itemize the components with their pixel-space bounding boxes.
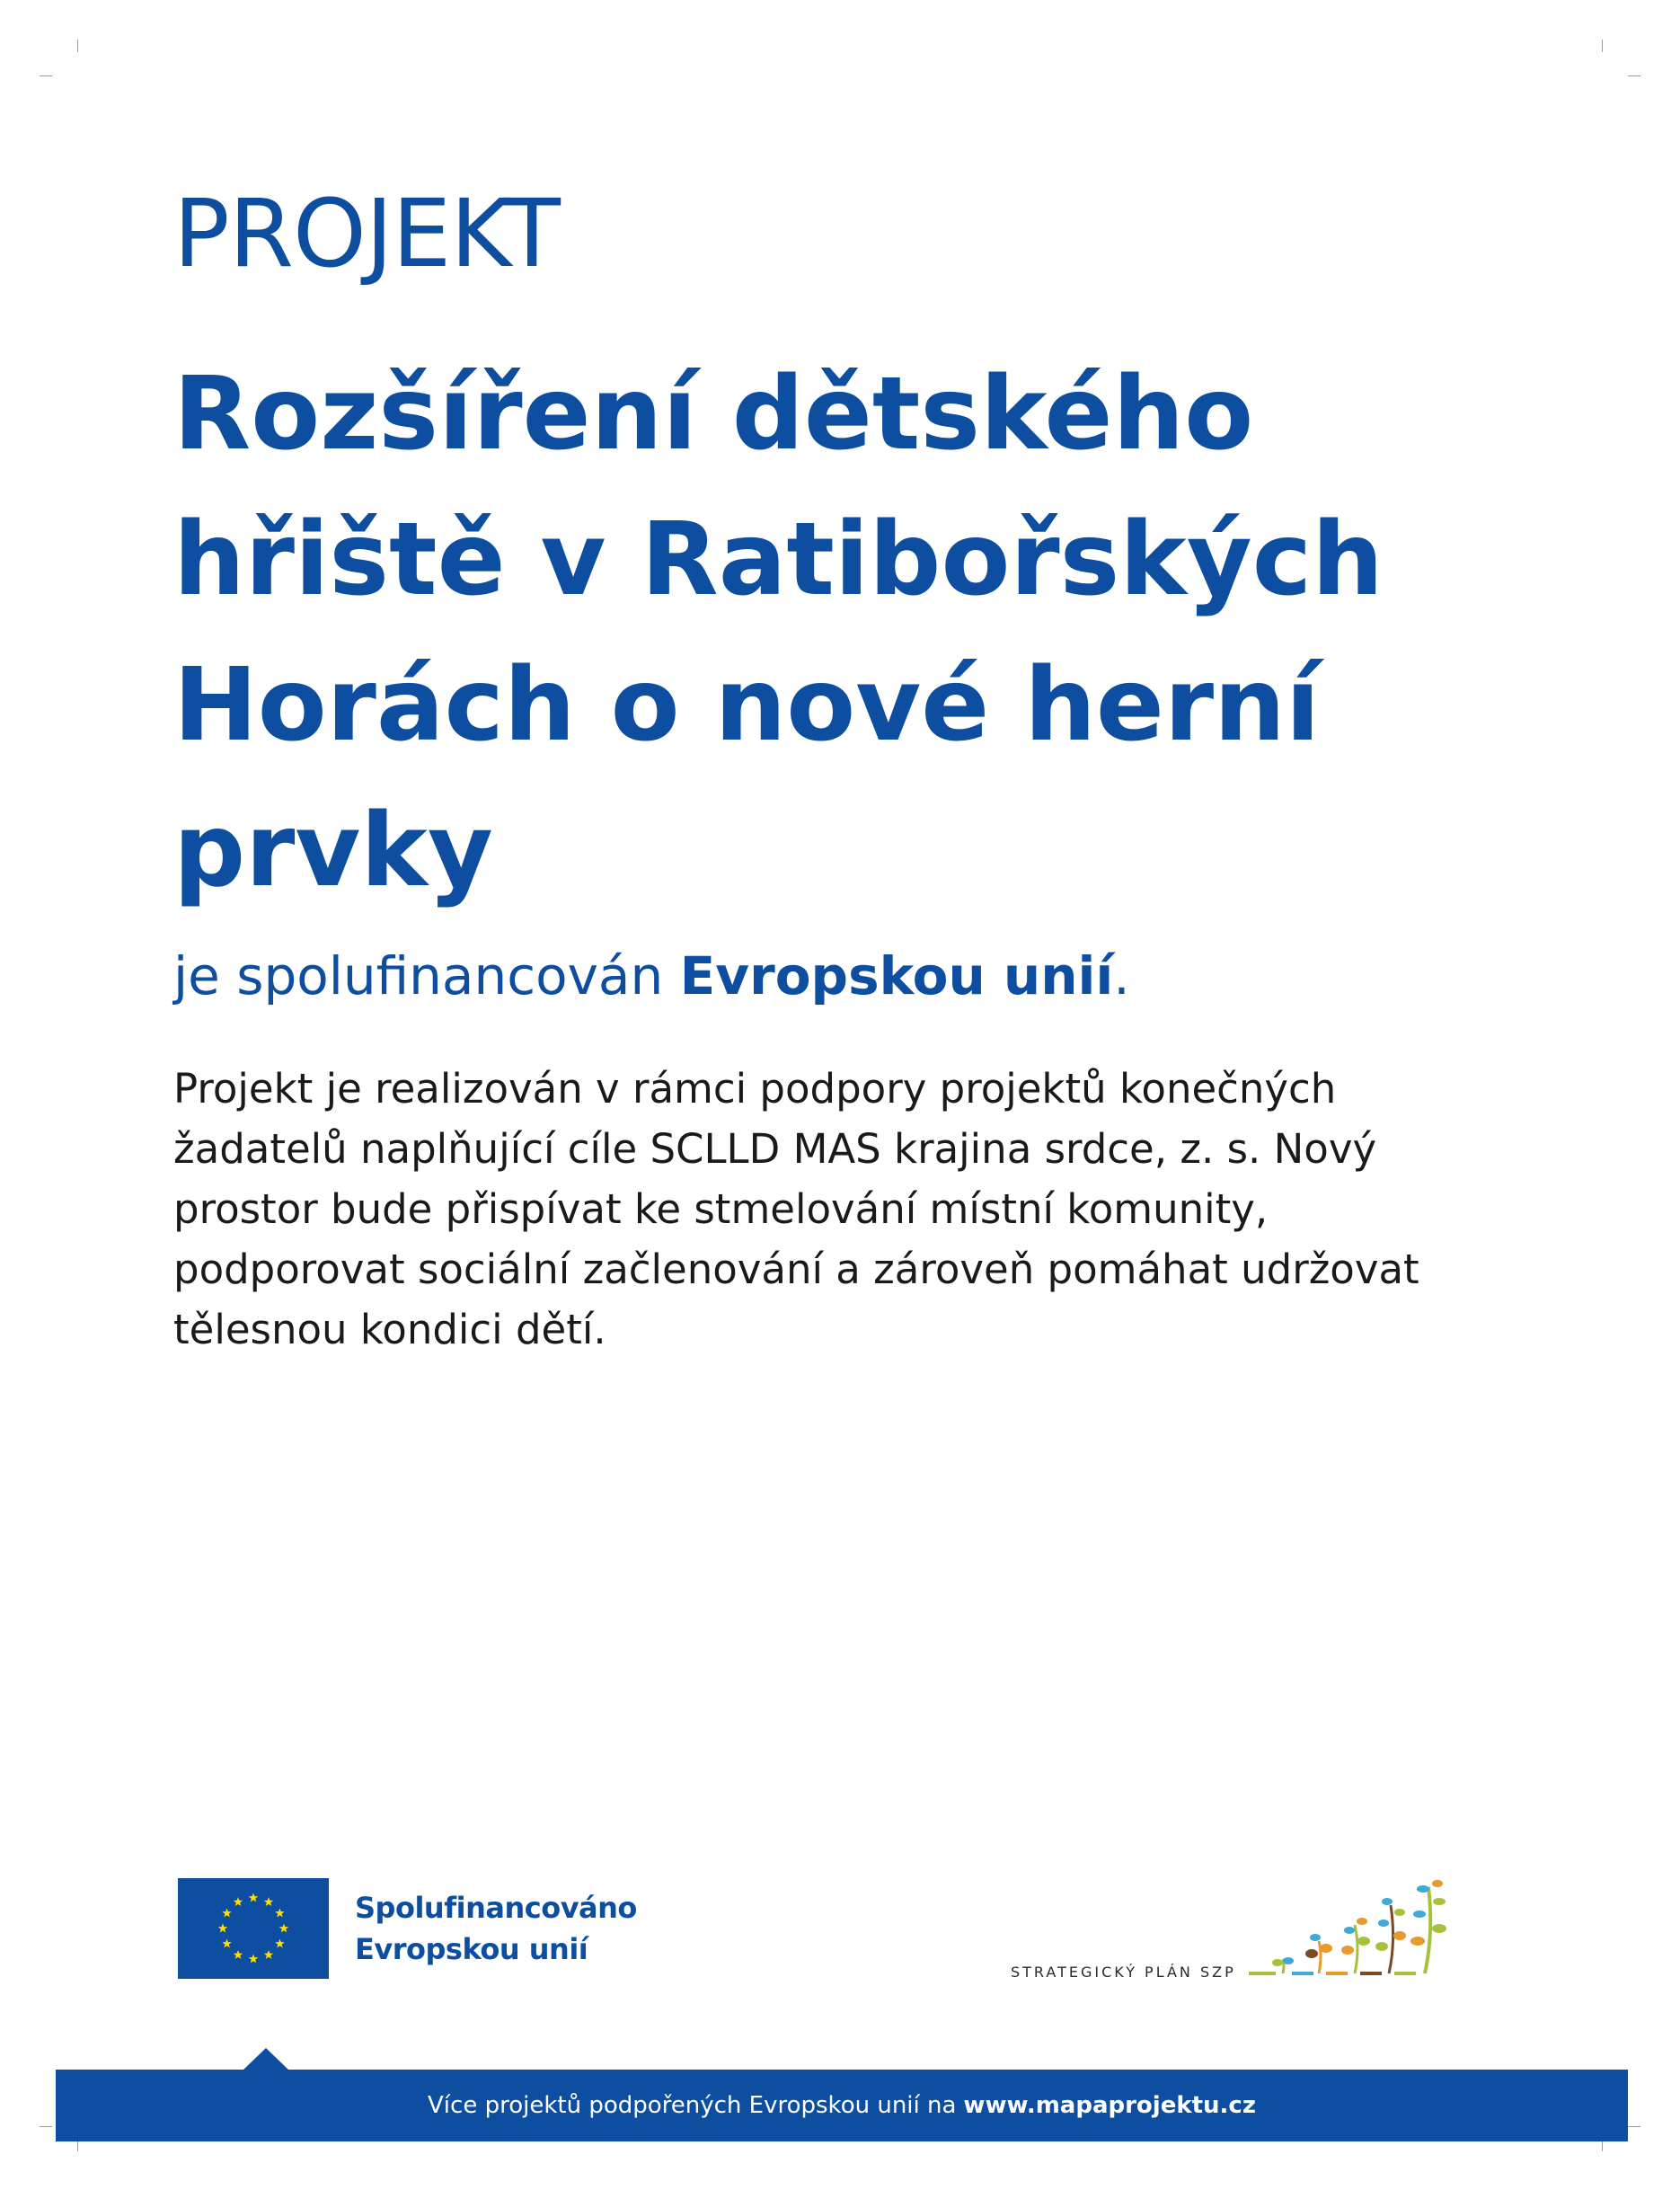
eu-star-icon (275, 1909, 284, 1918)
eu-star-icon (264, 1950, 273, 1959)
cofinanced-eu: Evropskou unií (679, 945, 1114, 1006)
eu-star-icon (275, 1939, 284, 1948)
crop-mark (40, 75, 52, 76)
eu-flag-icon (178, 1878, 329, 1979)
project-title-line: Rozšíření dětského (173, 356, 1254, 473)
eu-star-icon (234, 1950, 243, 1959)
cofinanced-prefix: je spolufinancován (173, 945, 664, 1006)
eu-star-icon (249, 1893, 258, 1902)
crop-mark (77, 40, 78, 52)
description-line: podporovat sociální začlenování a zároveň pomáhat udržovat (173, 1246, 1419, 1293)
footer-text (56, 2070, 1628, 2141)
eu-logo-line: Spolufinancováno (355, 1891, 637, 1925)
footer-link[interactable]: www.mapaprojektu.cz (963, 2092, 1256, 2119)
crop-mark (1628, 2126, 1640, 2127)
eu-star-icon (234, 1897, 243, 1906)
crop-mark (40, 2126, 52, 2127)
description-line: tělesnou kondici dětí. (173, 1306, 606, 1353)
description-line: žadatelů naplňující cíle SCLLD MAS krajina srdce, z. s. Nový (173, 1125, 1377, 1173)
eu-logo-text (355, 1887, 732, 1970)
description-line: Projekt je realizován v rámci podpory projektů konečných (173, 1065, 1337, 1113)
project-title-line: Horách o nové herní (173, 647, 1321, 764)
footer-label: Více projektů podpořených Evropskou unií na (428, 2092, 957, 2119)
cofinanced-statement (173, 945, 1130, 1008)
project-title-line: prvky (173, 793, 493, 909)
eu-star-icon (279, 1924, 288, 1933)
cofinanced-suffix: . (1113, 945, 1130, 1006)
poster-kicker: PROJEKT (173, 179, 560, 288)
project-title (173, 341, 1575, 924)
eu-star-icon (249, 1955, 258, 1964)
eu-star-icon (264, 1897, 273, 1906)
eu-star-icon (222, 1939, 231, 1948)
project-title-line: hřiště v Ratibořských (173, 501, 1384, 618)
eu-star-icon (222, 1909, 231, 1918)
eu-star-icon (218, 1924, 227, 1933)
szp-logo-icon (1249, 1878, 1500, 1986)
project-description (173, 1059, 1629, 1360)
szp-label: STRATEGICKÝ PLÁN SZP (1011, 1964, 1236, 1981)
crop-mark (1628, 75, 1640, 76)
footer-bar (56, 2070, 1628, 2141)
description-line: prostor bude přispívat ke stmelování místní komunity, (173, 1185, 1269, 1233)
eu-logo-line: Evropskou unií (355, 1932, 588, 1966)
footer-notch (243, 2048, 289, 2070)
crop-mark (1602, 40, 1603, 52)
